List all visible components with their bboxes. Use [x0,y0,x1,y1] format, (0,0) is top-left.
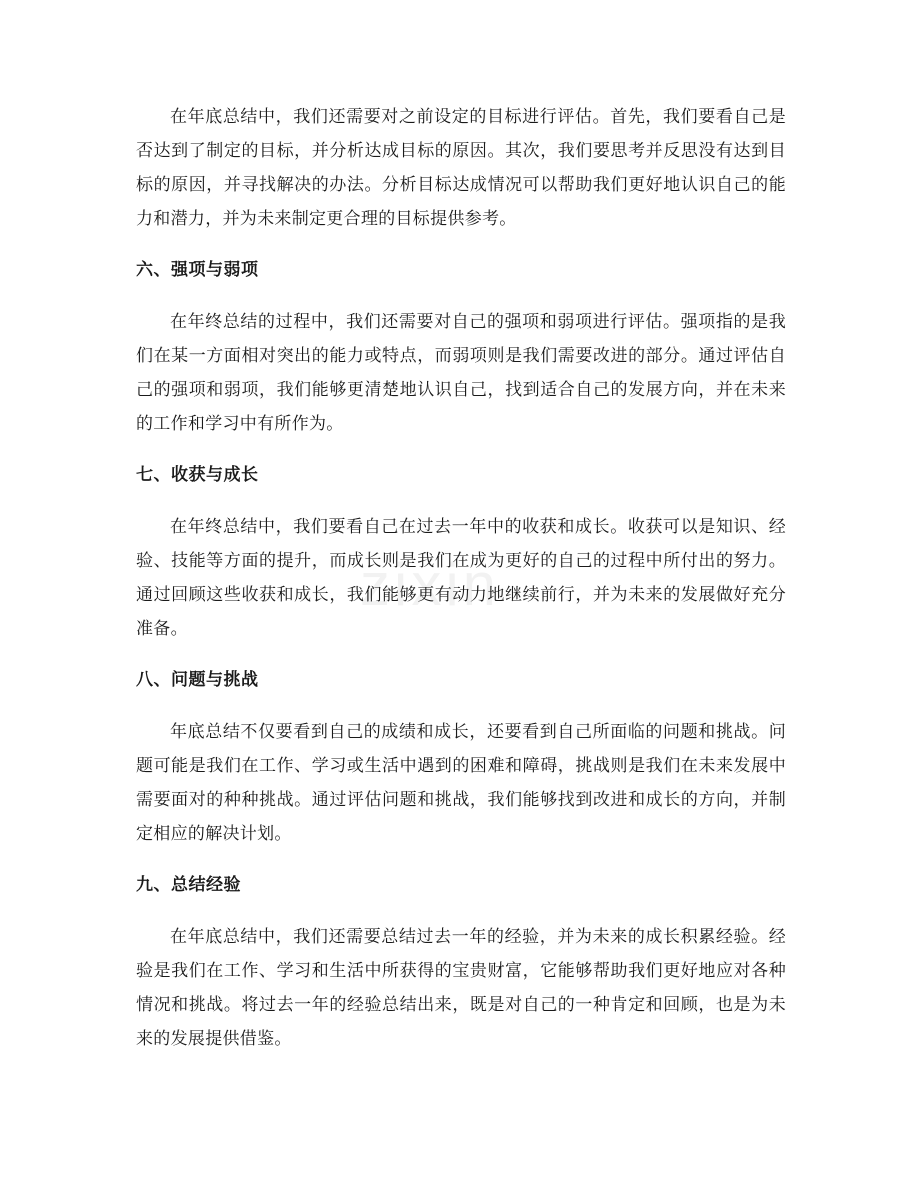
intro-paragraph: 在年底总结中，我们还需要对之前设定的目标进行评估。首先，我们要看自己是否达到了制定的目标，并分析达成目标的原因。其次，我们要思考并反思没有达到目标的原因，并寻找解决的办法。分析目标达成情况可以帮助我们更好地认识自己的能力和潜力，并为未来制定更合理的目标提供参考。 [136,107,786,229]
section-paragraph-strengths: 在年终总结的过程中，我们还需要对自己的强项和弱项进行评估。强项指的是我们在某一方面相对突出的能力或特点，而弱项则是我们需要改进的部分。通过评估自己的强项和弱项，我们能够更清楚地认识自己，找到适合自己的发展方向，并在未来的工作和学习中有所作为。 [136,312,786,434]
section-paragraph-gains: 在年终总结中，我们要看自己在过去一年中的收获和成长。收获可以是知识、经验、技能等方面的提升，而成长则是我们在成为更好的自己的过程中所付出的努力。通过回顾这些收获和成长，我们能够更有动力地继续前行，并为未来的发展做好充分准备。 [136,517,786,639]
section-heading-problems: 八、问题与挑战 [136,670,259,690]
document-page [136,100,786,1056]
section-heading-experience: 九、总结经验 [136,875,241,895]
section-paragraph-problems: 年底总结不仅要看到自己的成绩和成长，还要看到自己所面临的问题和挑战。问题可能是我们在工作、学习或生活中遇到的困难和障碍，挑战则是我们在未来发展中需要面对的种种挑战。通过评估问题和挑战，我们能够找到改进和成长的方向，并制定相应的解决计划。 [136,722,786,844]
section-paragraph-experience: 在年底总结中，我们还需要总结过去一年的经验，并为未来的成长积累经验。经验是我们在工作、学习和生活中所获得的宝贵财富，它能够帮助我们更好地应对各种情况和挑战。将过去一年的经验总结出来，既是对自己的一种肯定和回顾，也是为未来的发展提供借鉴。 [136,927,786,1049]
watermark: zixin [360,551,501,618]
section-heading-gains: 七、收获与成长 [136,465,259,485]
section-heading-strengths: 六、强项与弱项 [136,260,259,280]
